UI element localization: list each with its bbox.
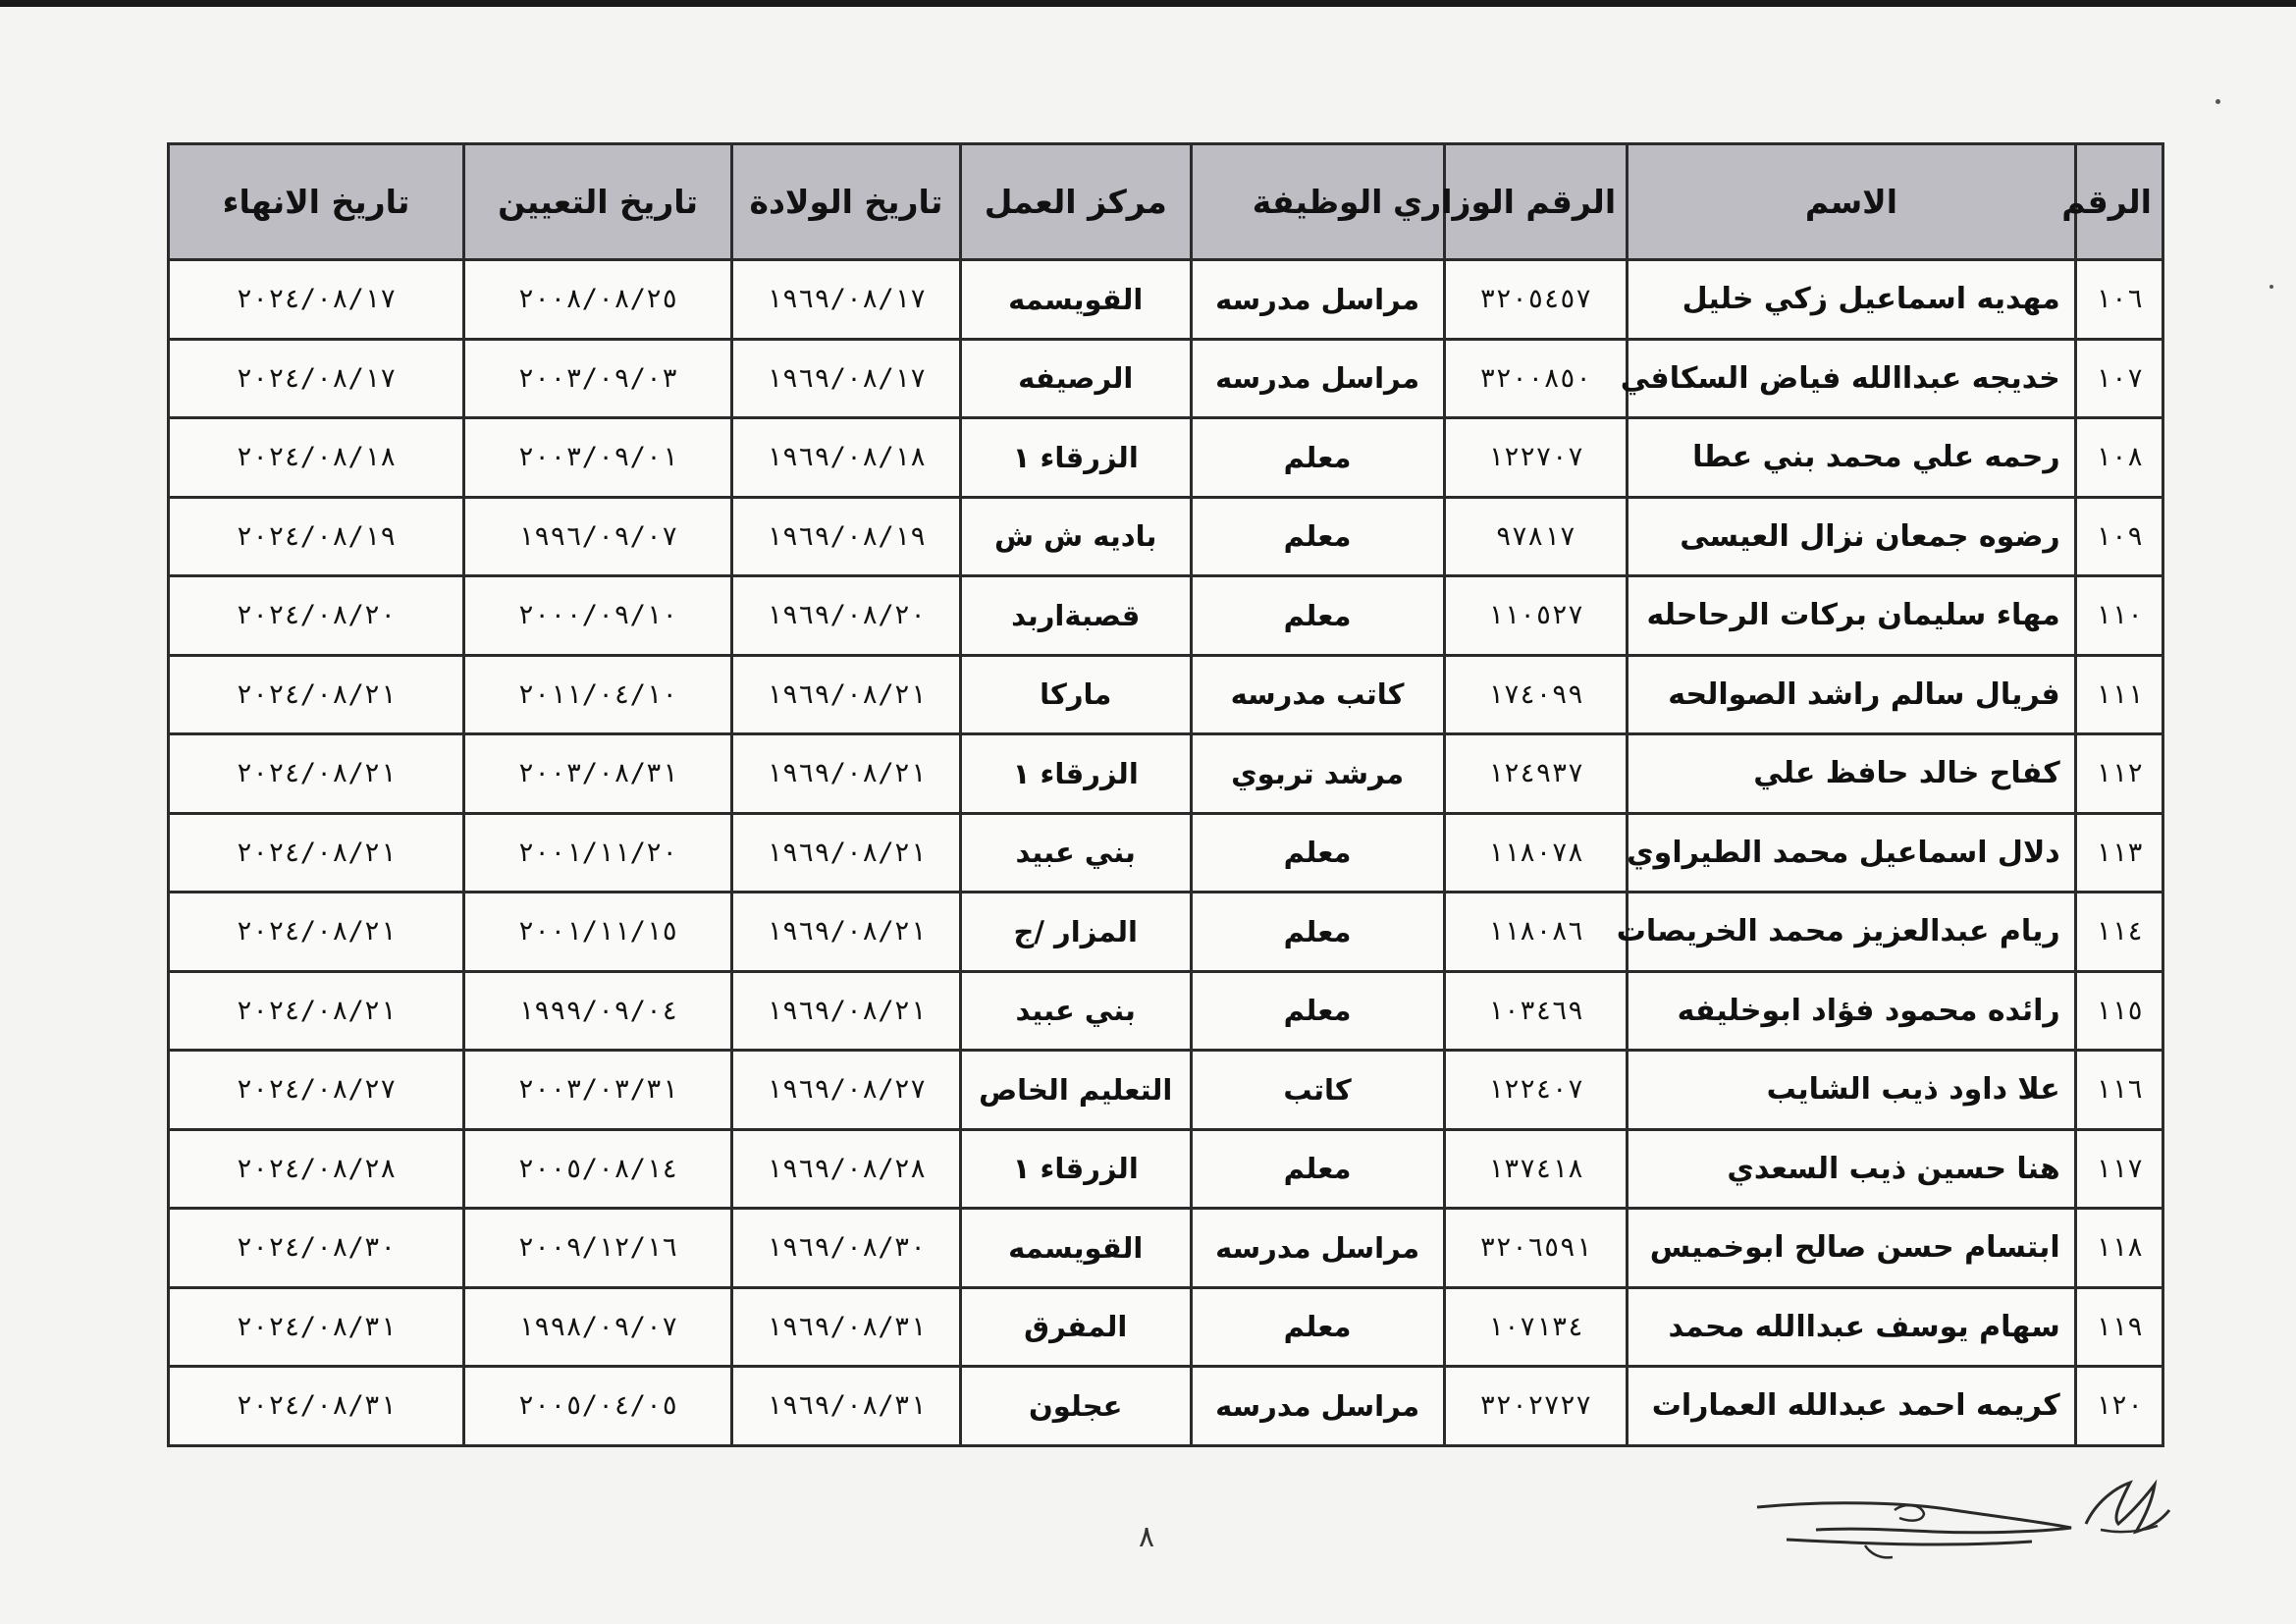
- cell-birthdate: ١٩٦٩/٠٨/١٨: [732, 418, 961, 498]
- table-row: [169, 1209, 2163, 1288]
- retirement-table-container: [167, 142, 2164, 1447]
- cell-job: مراسل مدرسه: [1191, 339, 1444, 418]
- cell-birthdate: ١٩٦٩/٠٨/٢١: [732, 971, 961, 1051]
- col-end-date-header: تاريخ الانهاء: [169, 144, 464, 260]
- cell-name: علا داود ذيب الشايب: [1628, 1051, 2076, 1130]
- cell-name: دلال اسماعيل محمد الطيراوي: [1628, 813, 2076, 893]
- cell-job: معلم: [1191, 971, 1444, 1051]
- cell-birthdate: ١٩٦٩/٠٨/٢٠: [732, 576, 961, 656]
- table-row: [169, 813, 2163, 893]
- cell-appointment-date: ٢٠٠٣/٠٩/٠٣: [464, 339, 732, 418]
- cell-ministry-id: ٣٢٠٦٥٩١: [1444, 1209, 1628, 1288]
- cell-job: معلم: [1191, 1129, 1444, 1209]
- table-body: [169, 260, 2163, 1446]
- retirement-table: [167, 142, 2164, 1447]
- cell-number: ١١٧: [2075, 1129, 2163, 1209]
- cell-ministry-id: ١٠٣٤٦٩: [1444, 971, 1628, 1051]
- cell-end-date: ٢٠٢٤/٠٨/٢١: [169, 893, 464, 972]
- cell-appointment-date: ٢٠٠٥/٠٤/٠٥: [464, 1367, 732, 1446]
- cell-birthdate: ١٩٦٩/٠٨/٢١: [732, 655, 961, 734]
- cell-workplace: ماركا: [960, 655, 1191, 734]
- cell-workplace: قصبةاربد: [960, 576, 1191, 656]
- table-row: [169, 260, 2163, 340]
- scan-speck: [2269, 285, 2273, 289]
- cell-end-date: ٢٠٢٤/٠٨/٢٧: [169, 1051, 464, 1130]
- cell-name: مهاء سليمان بركات الرحاحله: [1628, 576, 2076, 656]
- top-border-line: [0, 0, 2296, 7]
- cell-job: معلم: [1191, 1287, 1444, 1367]
- cell-number: ١١٢: [2075, 734, 2163, 814]
- scan-speck: [2216, 99, 2220, 104]
- cell-number: ١٠٦: [2075, 260, 2163, 340]
- cell-number: ١١٨: [2075, 1209, 2163, 1288]
- cell-end-date: ٢٠٢٤/٠٨/١٩: [169, 497, 464, 576]
- cell-workplace: بني عبيد: [960, 813, 1191, 893]
- cell-appointment-date: ٢٠٠٣/٠٨/٣١: [464, 734, 732, 814]
- cell-workplace: باديه ش ش: [960, 497, 1191, 576]
- cell-birthdate: ١٩٦٩/٠٨/٣٠: [732, 1209, 961, 1288]
- cell-name: فريال سالم راشد الصوالحه: [1628, 655, 2076, 734]
- signature-mark: [1747, 1463, 2179, 1571]
- cell-workplace: المزار /ج: [960, 893, 1191, 972]
- cell-end-date: ٢٠٢٤/٠٨/٣١: [169, 1287, 464, 1367]
- cell-workplace: عجلون: [960, 1367, 1191, 1446]
- table-row: [169, 1367, 2163, 1446]
- cell-appointment-date: ٢٠٠٨/٠٨/٢٥: [464, 260, 732, 340]
- cell-number: ١١١: [2075, 655, 2163, 734]
- cell-ministry-id: ٣٢٠٢٧٢٧: [1444, 1367, 1628, 1446]
- cell-name: ابتسام حسن صالح ابوخميس: [1628, 1209, 2076, 1288]
- cell-job: مراسل مدرسه: [1191, 1209, 1444, 1288]
- col-workplace-header: مركز العمل: [960, 144, 1191, 260]
- cell-birthdate: ١٩٦٩/٠٨/١٧: [732, 339, 961, 418]
- table-row: [169, 655, 2163, 734]
- table-row: [169, 339, 2163, 418]
- cell-birthdate: ١٩٦٩/٠٨/١٧: [732, 260, 961, 340]
- cell-end-date: ٢٠٢٤/٠٨/١٧: [169, 339, 464, 418]
- cell-birthdate: ١٩٦٩/٠٨/٢٧: [732, 1051, 961, 1130]
- cell-appointment-date: ٢٠٠٣/٠٣/٣١: [464, 1051, 732, 1130]
- cell-ministry-id: ١٣٧٤١٨: [1444, 1129, 1628, 1209]
- cell-job: كاتب مدرسه: [1191, 655, 1444, 734]
- table-row: [169, 418, 2163, 498]
- table-row: [169, 1051, 2163, 1130]
- cell-job: كاتب: [1191, 1051, 1444, 1130]
- cell-birthdate: ١٩٦٩/٠٨/٢٨: [732, 1129, 961, 1209]
- table-row: [169, 734, 2163, 814]
- table-row: [169, 497, 2163, 576]
- cell-end-date: ٢٠٢٤/٠٨/٣٠: [169, 1209, 464, 1288]
- page-number: ٨: [1139, 1520, 1155, 1554]
- cell-workplace: التعليم الخاص: [960, 1051, 1191, 1130]
- cell-job: مراسل مدرسه: [1191, 1367, 1444, 1446]
- cell-end-date: ٢٠٢٤/٠٨/٢١: [169, 813, 464, 893]
- cell-appointment-date: ٢٠٠٩/١٢/١٦: [464, 1209, 732, 1288]
- cell-birthdate: ١٩٦٩/٠٨/٢١: [732, 734, 961, 814]
- cell-name: كفاح خالد حافظ علي: [1628, 734, 2076, 814]
- cell-birthdate: ١٩٦٩/٠٨/٢١: [732, 893, 961, 972]
- cell-appointment-date: ٢٠١١/٠٤/١٠: [464, 655, 732, 734]
- cell-ministry-id: ١٧٤٠٩٩: [1444, 655, 1628, 734]
- cell-appointment-date: ٢٠٠١/١١/١٥: [464, 893, 732, 972]
- cell-ministry-id: ٣٢٠٠٨٥٠: [1444, 339, 1628, 418]
- cell-end-date: ٢٠٢٤/٠٨/٢٠: [169, 576, 464, 656]
- cell-birthdate: ١٩٦٩/٠٨/٣١: [732, 1287, 961, 1367]
- cell-job: معلم: [1191, 813, 1444, 893]
- cell-workplace: الزرقاء ١: [960, 1129, 1191, 1209]
- cell-number: ١١٣: [2075, 813, 2163, 893]
- table-row: [169, 1129, 2163, 1209]
- cell-workplace: بني عبيد: [960, 971, 1191, 1051]
- cell-job: معلم: [1191, 418, 1444, 498]
- cell-name: هنا حسين ذيب السعدي: [1628, 1129, 2076, 1209]
- cell-name: مهديه اسماعيل زكي خليل: [1628, 260, 2076, 340]
- cell-end-date: ٢٠٢٤/٠٨/٢٨: [169, 1129, 464, 1209]
- table-row: [169, 1287, 2163, 1367]
- cell-job: معلم: [1191, 497, 1444, 576]
- cell-number: ١١٦: [2075, 1051, 2163, 1130]
- cell-end-date: ٢٠٢٤/٠٨/١٨: [169, 418, 464, 498]
- cell-name: رضوه جمعان نزال العيسى: [1628, 497, 2076, 576]
- table-header: [169, 144, 2163, 260]
- cell-end-date: ٢٠٢٤/٠٨/١٧: [169, 260, 464, 340]
- cell-ministry-id: ١١٨٠٧٨: [1444, 813, 1628, 893]
- cell-ministry-id: ١١٠٥٢٧: [1444, 576, 1628, 656]
- cell-number: ١٠٨: [2075, 418, 2163, 498]
- col-name-header: الاسم: [1628, 144, 2076, 260]
- cell-job: مرشد تربوي: [1191, 734, 1444, 814]
- cell-ministry-id: ٣٢٠٥٤٥٧: [1444, 260, 1628, 340]
- cell-name: خديجه عبداالله فياض السكافي: [1628, 339, 2076, 418]
- cell-job: معلم: [1191, 893, 1444, 972]
- cell-workplace: الزرقاء ١: [960, 418, 1191, 498]
- cell-job: مراسل مدرسه: [1191, 260, 1444, 340]
- cell-number: ١٢٠: [2075, 1367, 2163, 1446]
- cell-job: معلم: [1191, 576, 1444, 656]
- cell-ministry-id: ١٢٤٩٣٧: [1444, 734, 1628, 814]
- cell-name: كريمه احمد عبدالله العمارات: [1628, 1367, 2076, 1446]
- col-number-header: الرقم: [2075, 144, 2163, 260]
- cell-number: ١١٩: [2075, 1287, 2163, 1367]
- cell-workplace: الرصيفه: [960, 339, 1191, 418]
- cell-appointment-date: ١٩٩٨/٠٩/٠٧: [464, 1287, 732, 1367]
- col-appointment-date-header: تاريخ التعيين: [464, 144, 732, 260]
- cell-number: ١١٠: [2075, 576, 2163, 656]
- cell-workplace: الزرقاء ١: [960, 734, 1191, 814]
- cell-ministry-id: ١٢٢٧٠٧: [1444, 418, 1628, 498]
- cell-ministry-id: ٩٧٨١٧: [1444, 497, 1628, 576]
- cell-ministry-id: ١٢٢٤٠٧: [1444, 1051, 1628, 1130]
- cell-appointment-date: ٢٠٠٥/٠٨/١٤: [464, 1129, 732, 1209]
- header-row: [169, 144, 2163, 260]
- cell-end-date: ٢٠٢٤/٠٨/٣١: [169, 1367, 464, 1446]
- cell-number: ١١٥: [2075, 971, 2163, 1051]
- cell-number: ١١٤: [2075, 893, 2163, 972]
- cell-name: رحمه علي محمد بني عطا: [1628, 418, 2076, 498]
- cell-workplace: المفرق: [960, 1287, 1191, 1367]
- col-ministry-id-header: الرقم الوزاري: [1444, 144, 1628, 260]
- cell-birthdate: ١٩٦٩/٠٨/١٩: [732, 497, 961, 576]
- cell-ministry-id: ١٠٧١٣٤: [1444, 1287, 1628, 1367]
- table-row: [169, 576, 2163, 656]
- table-row: [169, 893, 2163, 972]
- cell-appointment-date: ٢٠٠٠/٠٩/١٠: [464, 576, 732, 656]
- cell-birthdate: ١٩٦٩/٠٨/٢١: [732, 813, 961, 893]
- col-job-header: الوظيفة: [1191, 144, 1444, 260]
- cell-workplace: القويسمه: [960, 260, 1191, 340]
- cell-number: ١٠٩: [2075, 497, 2163, 576]
- cell-end-date: ٢٠٢٤/٠٨/٢١: [169, 734, 464, 814]
- cell-ministry-id: ١١٨٠٨٦: [1444, 893, 1628, 972]
- cell-name: رائده محمود فؤاد ابوخليفه: [1628, 971, 2076, 1051]
- cell-appointment-date: ١٩٩٦/٠٩/٠٧: [464, 497, 732, 576]
- cell-end-date: ٢٠٢٤/٠٨/٢١: [169, 655, 464, 734]
- cell-name: ريام عبدالعزيز محمد الخريصات: [1628, 893, 2076, 972]
- cell-birthdate: ١٩٦٩/٠٨/٣١: [732, 1367, 961, 1446]
- cell-appointment-date: ١٩٩٩/٠٩/٠٤: [464, 971, 732, 1051]
- cell-name: سهام يوسف عبداالله محمد: [1628, 1287, 2076, 1367]
- col-birthdate-header: تاريخ الولادة: [732, 144, 961, 260]
- table-row: [169, 971, 2163, 1051]
- cell-number: ١٠٧: [2075, 339, 2163, 418]
- cell-appointment-date: ٢٠٠١/١١/٢٠: [464, 813, 732, 893]
- cell-appointment-date: ٢٠٠٣/٠٩/٠١: [464, 418, 732, 498]
- cell-end-date: ٢٠٢٤/٠٨/٢١: [169, 971, 464, 1051]
- cell-workplace: القويسمه: [960, 1209, 1191, 1288]
